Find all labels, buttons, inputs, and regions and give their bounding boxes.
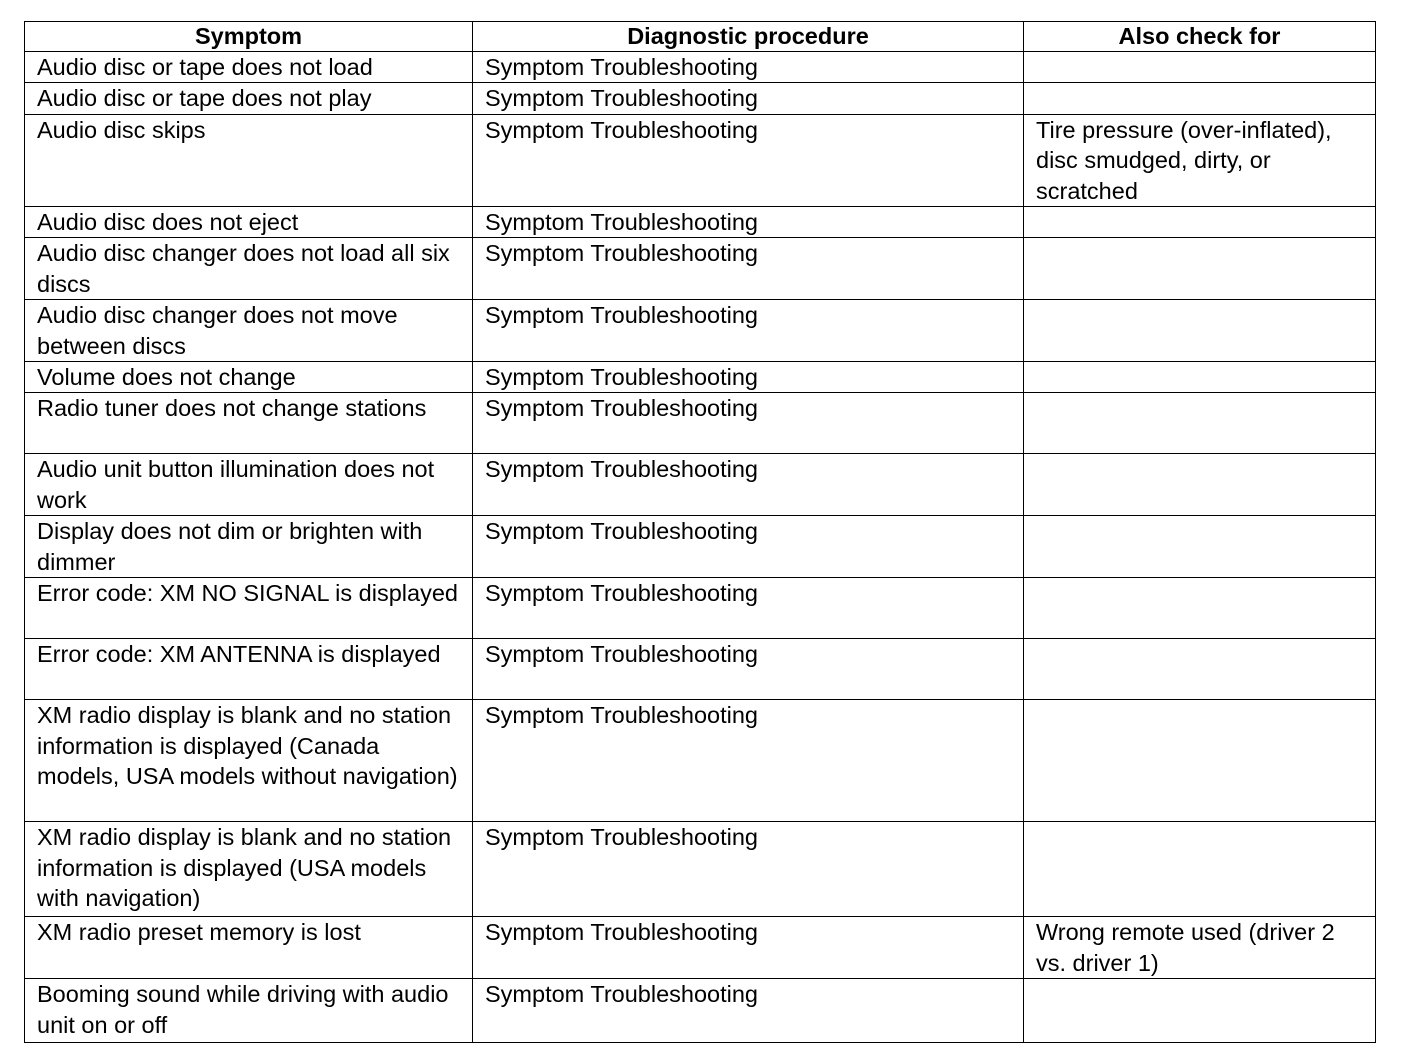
procedure-cell: Symptom Troubleshooting	[473, 822, 1024, 917]
table-row	[25, 917, 1376, 979]
symptom-cell: XM radio preset memory is lost	[25, 917, 473, 979]
table-row	[25, 979, 1376, 1043]
symptom-cell: Audio unit button illumination does not work	[25, 454, 473, 516]
symptom-cell: Error code: XM ANTENNA is displayed	[25, 639, 473, 700]
procedure-cell: Symptom Troubleshooting	[473, 83, 1024, 114]
also-check-cell	[1024, 516, 1376, 578]
symptom-cell: Audio disc changer does not load all six discs	[25, 238, 473, 300]
table-row	[25, 516, 1376, 578]
table-row	[25, 639, 1376, 700]
also-check-cell	[1024, 207, 1376, 238]
procedure-cell: Symptom Troubleshooting	[473, 578, 1024, 639]
also-check-cell: Tire pressure (over-inflated), disc smudged, dirty, or scratched	[1024, 114, 1376, 206]
header-diagnostic-procedure: Diagnostic procedure	[473, 22, 1024, 52]
symptom-cell: XM radio display is blank and no station information is displayed (USA models with navigation)	[25, 822, 473, 917]
procedure-cell: Symptom Troubleshooting	[473, 516, 1024, 578]
symptom-cell: XM radio display is blank and no station information is displayed (Canada models, USA models without navigation)	[25, 700, 473, 822]
also-check-cell	[1024, 300, 1376, 362]
header-also-check-for: Also check for	[1024, 22, 1376, 52]
also-check-cell	[1024, 393, 1376, 454]
procedure-cell: Symptom Troubleshooting	[473, 238, 1024, 300]
procedure-cell: Symptom Troubleshooting	[473, 393, 1024, 454]
procedure-cell: Symptom Troubleshooting	[473, 700, 1024, 822]
symptom-cell: Audio disc or tape does not load	[25, 52, 473, 83]
also-check-cell	[1024, 238, 1376, 300]
table-row	[25, 454, 1376, 516]
header-symptom: Symptom	[25, 22, 473, 52]
procedure-cell: Symptom Troubleshooting	[473, 207, 1024, 238]
also-check-cell	[1024, 454, 1376, 516]
procedure-cell: Symptom Troubleshooting	[473, 52, 1024, 83]
symptom-cell: Audio disc does not eject	[25, 207, 473, 238]
symptom-cell: Display does not dim or brighten with dimmer	[25, 516, 473, 578]
also-check-cell: Wrong remote used (driver 2 vs. driver 1)	[1024, 917, 1376, 979]
symptom-cell: Audio disc or tape does not play	[25, 83, 473, 114]
table-row	[25, 700, 1376, 822]
symptom-table	[24, 21, 1376, 1043]
procedure-cell: Symptom Troubleshooting	[473, 917, 1024, 979]
procedure-cell: Symptom Troubleshooting	[473, 300, 1024, 362]
also-check-cell	[1024, 979, 1376, 1043]
also-check-cell	[1024, 700, 1376, 822]
table-row	[25, 393, 1376, 454]
also-check-cell	[1024, 639, 1376, 700]
header-row	[25, 22, 1376, 52]
table-row	[25, 114, 1376, 206]
table-row	[25, 52, 1376, 83]
symptom-cell: Error code: XM NO SIGNAL is displayed	[25, 578, 473, 639]
table-row	[25, 83, 1376, 114]
symptom-cell: Audio disc skips	[25, 114, 473, 206]
table-row	[25, 578, 1376, 639]
symptom-cell: Booming sound while driving with audio unit on or off	[25, 979, 473, 1043]
procedure-cell: Symptom Troubleshooting	[473, 114, 1024, 206]
procedure-cell: Symptom Troubleshooting	[473, 639, 1024, 700]
also-check-cell	[1024, 52, 1376, 83]
symptom-cell: Volume does not change	[25, 362, 473, 393]
procedure-cell: Symptom Troubleshooting	[473, 362, 1024, 393]
symptom-cell: Radio tuner does not change stations	[25, 393, 473, 454]
also-check-cell	[1024, 822, 1376, 917]
table-row	[25, 362, 1376, 393]
symptom-cell: Audio disc changer does not move between discs	[25, 300, 473, 362]
procedure-cell: Symptom Troubleshooting	[473, 979, 1024, 1043]
table-row	[25, 207, 1376, 238]
also-check-cell	[1024, 578, 1376, 639]
also-check-cell	[1024, 83, 1376, 114]
procedure-cell: Symptom Troubleshooting	[473, 454, 1024, 516]
also-check-cell	[1024, 362, 1376, 393]
table-row	[25, 300, 1376, 362]
table-row	[25, 822, 1376, 917]
table-row	[25, 238, 1376, 300]
